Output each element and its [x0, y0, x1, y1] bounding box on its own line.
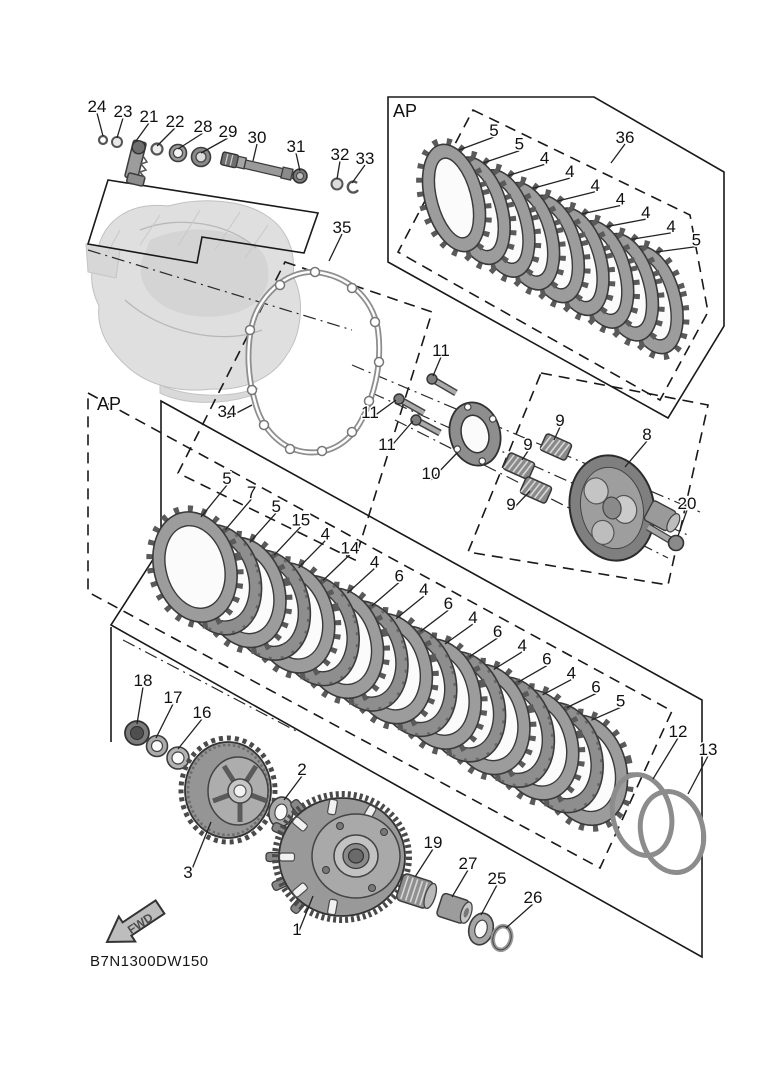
bearing-19 [395, 873, 439, 911]
part-number-label: 4 [666, 216, 676, 236]
part-number-label: 4 [539, 148, 550, 168]
leader-line [323, 555, 350, 581]
leader-line [607, 219, 646, 226]
part-number-label: 5 [489, 121, 499, 140]
region-label: AP [97, 394, 122, 414]
part-number-label: 4 [590, 175, 600, 195]
leader-line [396, 596, 424, 618]
bolt-11 [427, 374, 456, 393]
leader-line [421, 610, 449, 631]
part-number-label: 23 [113, 102, 133, 121]
leader-line [137, 687, 143, 724]
part-number-label: 11 [432, 341, 450, 360]
pressure-plate-assembly-8 [560, 447, 683, 568]
push-rod-30 [220, 152, 301, 183]
part-number-label: 24 [87, 97, 107, 116]
leader-line [506, 904, 533, 928]
part-number-label: 20 [677, 494, 697, 513]
part-number-label: 4 [468, 608, 478, 627]
part-number-label: 6 [394, 566, 404, 586]
part-number-label: 6 [542, 649, 552, 669]
part-number-label: 30 [247, 128, 267, 147]
leader-line [347, 568, 374, 593]
engine-case-sketch [86, 201, 300, 403]
spacer-27 [436, 893, 475, 926]
part-number-label: 32 [330, 145, 350, 164]
part-number-label: 4 [641, 203, 651, 223]
part-number-label: 4 [565, 162, 575, 182]
push-lever-21 [123, 139, 153, 186]
part-number-label: 22 [165, 112, 185, 131]
part-number-label: 21 [139, 107, 159, 126]
leader-line [657, 247, 697, 252]
part-number-label: 27 [458, 854, 478, 873]
spring-9 [503, 452, 536, 480]
part-number-label: 35 [332, 218, 352, 237]
part-number-label: 25 [487, 869, 507, 888]
leader-line [632, 233, 671, 239]
part-number-label: 16 [192, 703, 212, 722]
part-number-label: 9 [523, 435, 533, 454]
part-number-label: 5 [271, 496, 281, 516]
part-number-label: 19 [423, 833, 443, 852]
part-number-label: 3 [183, 863, 193, 882]
part-number-label: 11 [378, 435, 396, 454]
part-number-label: 33 [355, 149, 375, 168]
part-number-label: 18 [133, 671, 153, 690]
leader-line [452, 870, 468, 897]
part-number-label: 4 [566, 663, 577, 683]
part-number-label: 1 [292, 920, 302, 939]
leader-line [156, 704, 173, 738]
part-number-label: 13 [698, 740, 718, 759]
part-number-label: 4 [369, 552, 380, 572]
spring-9 [520, 476, 553, 504]
part-number-label: 11 [361, 403, 379, 422]
leader-line [481, 885, 497, 915]
part-number-label: 4 [320, 524, 331, 544]
snap-rings-12-13 [604, 768, 712, 879]
part-number-label: 6 [492, 621, 503, 641]
part-number-label: 12 [668, 722, 688, 741]
fwd-arrow-label: FWD [124, 910, 156, 937]
part-number-label: 9 [555, 411, 565, 430]
part-number-label: 31 [286, 137, 306, 156]
leader-line [329, 234, 342, 261]
part-number-label: 4 [517, 635, 527, 655]
push-lever-assembly [99, 136, 358, 193]
part-number-label: 34 [217, 402, 237, 421]
part-number-label: 7 [246, 482, 257, 502]
part-number-label: 4 [615, 189, 626, 209]
part-number-label: 8 [642, 425, 652, 444]
part-number-label: 10 [421, 464, 441, 483]
leader-line [97, 113, 103, 136]
circlip-24 [99, 136, 107, 144]
region-label: AP [393, 101, 418, 121]
part-number-label: 4 [419, 580, 429, 600]
clutch-plates-top-stack [408, 134, 697, 365]
fwd-arrow [107, 900, 164, 942]
leader-line [688, 756, 708, 794]
part-number-label: 6 [591, 677, 601, 697]
part-number-label: 29 [218, 122, 238, 141]
part-number-label: 14 [340, 538, 360, 558]
part-number-label: 36 [615, 128, 635, 147]
leader-line [653, 738, 678, 779]
leader-line [372, 582, 399, 606]
part-number-label: 17 [163, 688, 183, 707]
washer-32 [332, 179, 343, 190]
leader-line [445, 624, 473, 644]
leader-line [274, 527, 301, 555]
leader-line [178, 719, 202, 749]
leader-line [117, 118, 123, 138]
drawing-code: B7N1300DW150 [90, 953, 209, 970]
leader-line [299, 541, 326, 568]
leader-line [250, 513, 276, 543]
part-number-label: 5 [615, 691, 626, 711]
clip-33 [348, 182, 358, 193]
part-number-label: 26 [523, 888, 543, 907]
leader-line [625, 441, 647, 467]
bolt-11 [394, 394, 424, 413]
part-number-label: 5 [222, 469, 232, 488]
part-number-label: 6 [443, 594, 454, 614]
clutch-boss-3 [181, 738, 275, 842]
washer-23 [112, 137, 122, 147]
part-number-label: 15 [291, 510, 311, 530]
part-number-label: 9 [506, 495, 516, 514]
part-number-label: 5 [691, 230, 702, 250]
part-number-label: 2 [297, 760, 307, 779]
spring-9 [540, 433, 573, 461]
part-number-label: 28 [193, 117, 213, 136]
leader-line [415, 849, 433, 877]
leader-line [284, 776, 302, 800]
part-number-label: 5 [514, 134, 525, 154]
leader-line [201, 485, 227, 517]
